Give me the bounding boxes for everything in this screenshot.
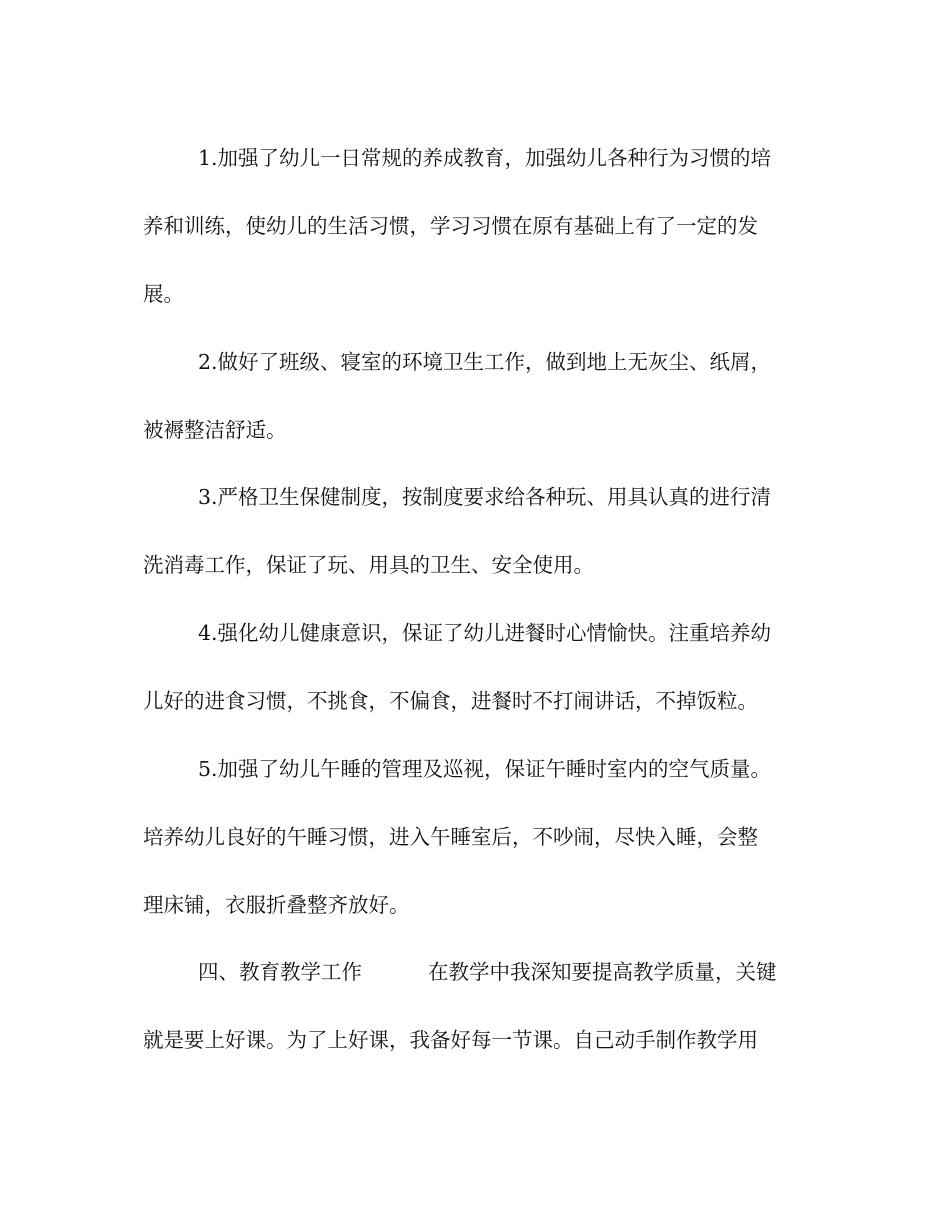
section-heading-line xyxy=(198,958,868,986)
paragraph-2-line-1: 2.做好了班级、寝室的环境卫生工作，做到地上无灰尘、纸屑， xyxy=(198,350,772,374)
section-heading: 四、教育教学工作 xyxy=(198,960,362,984)
paragraph-2-line-2: 被褥整洁舒适。 xyxy=(143,418,287,442)
paragraph-5-line-3: 理床铺，衣服折叠整齐放好。 xyxy=(143,893,410,917)
section-intro-text: 在教学中我深知要提高教学质量，关键 xyxy=(428,960,777,984)
paragraph-1-line-2: 养和训练，使幼儿的生活习惯，学习习惯在原有基础上有了一定的发 xyxy=(143,214,758,238)
paragraph-4-line-2: 儿好的进食习惯，不挑食，不偏食，进餐时不打闹讲话，不掉饭粒。 xyxy=(143,689,758,713)
paragraph-1-line-1: 1.加强了幼儿一日常规的养成教育，加强幼儿各种行为习惯的培 xyxy=(198,146,772,170)
paragraph-6-line-2: 就是要上好课。为了上好课，我备好每一节课。自己动手制作教学用 xyxy=(143,1028,758,1052)
paragraph-3-line-2: 洗消毒工作，保证了玩、用具的卫生、安全使用。 xyxy=(143,553,594,577)
paragraph-5-line-1: 5.加强了幼儿午睡的管理及巡视，保证午睡时室内的空气质量。 xyxy=(198,757,772,781)
paragraph-1-line-3: 展。 xyxy=(143,282,184,306)
paragraph-3-line-1: 3.严格卫生保健制度，按制度要求给各种玩、用具认真的进行清 xyxy=(198,485,772,509)
paragraph-5-line-2: 培养幼儿良好的午睡习惯，进入午睡室后，不吵闹，尽快入睡，会整 xyxy=(143,825,758,849)
paragraph-4-line-1: 4.强化幼儿健康意识，保证了幼儿进餐时心情愉快。注重培养幼 xyxy=(198,621,772,645)
